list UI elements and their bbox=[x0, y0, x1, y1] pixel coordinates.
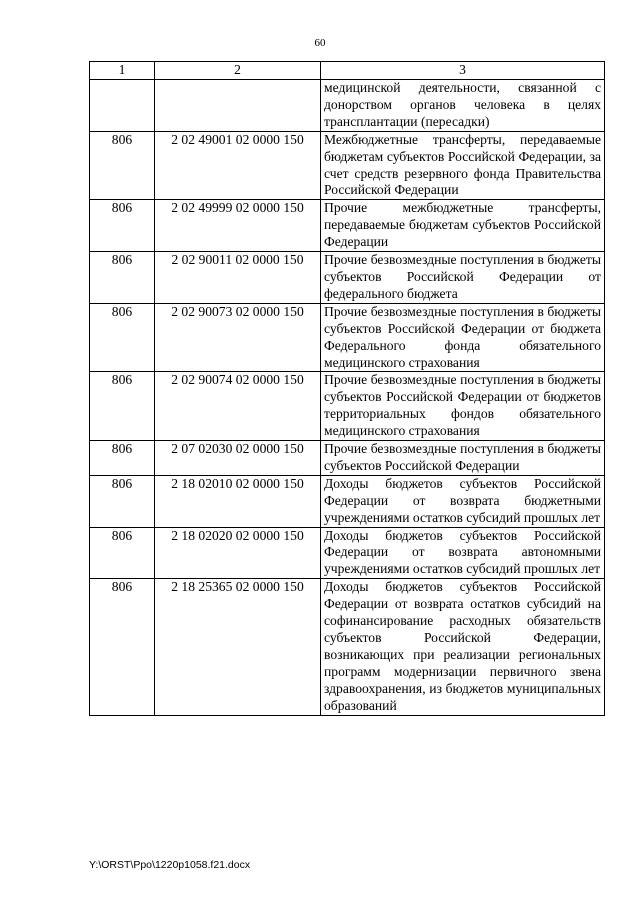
table-row bbox=[90, 475, 605, 527]
admin-cell: 806 bbox=[90, 527, 155, 579]
budget-classification-table bbox=[89, 61, 605, 716]
code-cell: 2 18 25365 02 0000 150 bbox=[155, 579, 321, 715]
table-row bbox=[90, 131, 605, 200]
column-header-2: 2 bbox=[155, 62, 321, 80]
description-cell: Прочие безвозмездные поступления в бюджеты субъектов Российской Федерации от бюджетов территориальных фондов обязательного медицинского страхования bbox=[321, 372, 605, 441]
code-cell: 2 02 90074 02 0000 150 bbox=[155, 372, 321, 441]
description-cell: Межбюджетные трансферты, передаваемые бюджетам субъектов Российской Федерации, за счет средств резервного фонда Правительства Российской Федерации bbox=[321, 131, 605, 200]
code-cell: 2 02 49001 02 0000 150 bbox=[155, 131, 321, 200]
code-cell: 2 18 02020 02 0000 150 bbox=[155, 527, 321, 579]
code-cell: 2 02 90073 02 0000 150 bbox=[155, 303, 321, 372]
table-row bbox=[90, 252, 605, 304]
table-row bbox=[90, 372, 605, 441]
admin-cell: 806 bbox=[90, 303, 155, 372]
table-row bbox=[90, 527, 605, 579]
description-cell: Прочие безвозмездные поступления в бюджеты субъектов Российской Федерации от бюджета Федерального фонда обязательного медицинского страхования bbox=[321, 303, 605, 372]
description-cell: Доходы бюджетов субъектов Российской Федерации от возврата остатков субсидий на софинансирование расходных обязательств субъектов Российской Федерации, возникающих при реализации региональных программ модернизации первичного звена здравоохранения, из бюджетов муниципальных образований bbox=[321, 579, 605, 715]
code-cell: 2 07 02030 02 0000 150 bbox=[155, 441, 321, 476]
page-number: 60 bbox=[314, 37, 326, 49]
admin-cell: 806 bbox=[90, 475, 155, 527]
description-cell: Прочие межбюджетные трансферты, передаваемые бюджетам субъектов Российской Федерации bbox=[321, 200, 605, 252]
code-cell: 2 18 02010 02 0000 150 bbox=[155, 475, 321, 527]
table-row bbox=[90, 200, 605, 252]
code-cell: 2 02 49999 02 0000 150 bbox=[155, 200, 321, 252]
admin-cell: 806 bbox=[90, 252, 155, 304]
admin-cell: 806 bbox=[90, 131, 155, 200]
table-header-row bbox=[90, 62, 605, 80]
description-cell: Доходы бюджетов субъектов Российской Федерации от возврата бюджетными учреждениями остатков субсидий прошлых лет bbox=[321, 475, 605, 527]
admin-cell: 806 bbox=[90, 441, 155, 476]
description-cell: Прочие безвозмездные поступления в бюджеты субъектов Российской Федерации bbox=[321, 441, 605, 476]
code-cell bbox=[155, 80, 321, 132]
description-cell: медицинской деятельности, связанной с донорством органов человека в целях трансплантации (пересадки) bbox=[321, 80, 605, 132]
table-row bbox=[90, 579, 605, 715]
admin-cell bbox=[90, 80, 155, 132]
code-cell: 2 02 90011 02 0000 150 bbox=[155, 252, 321, 304]
admin-cell: 806 bbox=[90, 579, 155, 715]
description-cell: Прочие безвозмездные поступления в бюджеты субъектов Российской Федерации от федерального бюджета bbox=[321, 252, 605, 304]
admin-cell: 806 bbox=[90, 200, 155, 252]
column-header-1: 1 bbox=[90, 62, 155, 80]
file-path-footer: Y:\ORST\Ppo\1220p1058.f21.docx bbox=[89, 859, 251, 871]
description-cell: Доходы бюджетов субъектов Российской Федерации от возврата автономными учреждениями остатков субсидий прошлых лет bbox=[321, 527, 605, 579]
column-header-3: 3 bbox=[321, 62, 605, 80]
table-row bbox=[90, 303, 605, 372]
table-row bbox=[90, 441, 605, 476]
admin-cell: 806 bbox=[90, 372, 155, 441]
table-row-continuation bbox=[90, 80, 605, 132]
